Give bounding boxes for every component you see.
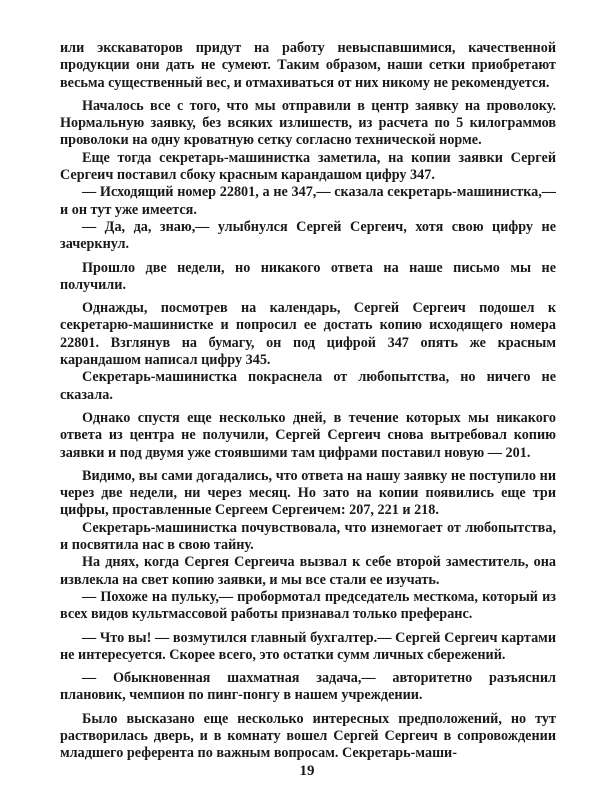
paragraph-6: Прошло две недели, но никакого ответа на наше письмо мы не получили. xyxy=(60,259,556,293)
paragraph-15: — Обыкновенная шахматная задача,— авторитетно разъяснил плановик, чемпион по пинг-понгу в нашем учреждении. xyxy=(60,670,556,704)
page-number: 19 xyxy=(299,763,315,779)
paragraph-9: Однако спустя еще несколько дней, в течение которых мы никакого ответа из центра не получили, Сергей Сергеич снова вытребовал копию заявки и под двумя уже стоявшими там цифрами поставил новую — 201. xyxy=(60,409,556,461)
paragraph-12: На днях, когда Сергея Сергеича вызвал к себе второй заместитель, она извлекла на свет копию заявки, и мы все стали ее изучать. xyxy=(60,554,556,588)
paragraph-16: Было высказано еще несколько интересных предположений, но тут растворилась дверь, и в комнату вошел Сергей Сергеич в сопровождении младшего референта по важным вопросам. Секретарь-маши- xyxy=(60,710,556,762)
paragraph-5: — Да, да, знаю,— улыбнулся Сергей Сергеич, хотя свою цифру не зачеркнул. xyxy=(60,218,556,253)
paragraph-13: — Похоже на пульку,— пробормотал председатель месткома, который из всех видов культмассовой работы признавал только преферанс. xyxy=(60,588,556,623)
paragraph-7: Однажды, посмотрев на календарь, Сергей Сергеич подошел к секретарю-машинистке и попросил ее достать копию исходящего номера 22801. Взглянув на бумагу, он под цифрой 347 опять же красным карандашом написал цифру 345. xyxy=(60,300,556,369)
paragraph-1: или экскаваторов придут на работу невыспавшимися, качественной продукции они дать не сумеют. Таким образом, наши сетки приобретают весьма существенный вес, и отмахиваться от них никому не рекомендуется. xyxy=(60,40,556,91)
paragraph-14: — Что вы! — возмутился главный бухгалтер.— Сергей Сергеич картами не интересуется. Скорее всего, это остатки сумм личных сбережений. xyxy=(60,629,556,663)
paragraph-2: Началось все с того, что мы отправили в центр заявку на проволоку. Нормальную заявку, без всяких излишеств, из расчета по 5 килограммов проволоки на одну кроватную сетку согласно технической норме. xyxy=(60,97,556,149)
paragraph-8: Секретарь-машинистка покраснела от любопытства, но ничего не сказала. xyxy=(60,369,556,403)
page-body xyxy=(60,40,556,763)
paragraph-3: Еще тогда секретарь-машинистка заметила, на копии заявки Сергей Сергеич поставил сбоку красным карандашом цифру 347. xyxy=(60,149,556,184)
paragraph-4: — Исходящий номер 22801, а не 347,— сказала секретарь-машинистка,— и он тут уже имеется. xyxy=(60,184,556,218)
paragraph-11: Секретарь-машинистка почувствовала, что изнемогает от любопытства, и посвятила нас в свою тайну. xyxy=(60,519,556,554)
paragraph-10: Видимо, вы сами догадались, что ответа на нашу заявку не поступило ни через две недели, ни через месяц. Но зато на копии появились еще три цифры, проставленные Сергеем Сергеичем: 207, 221 и 218. xyxy=(60,467,556,519)
